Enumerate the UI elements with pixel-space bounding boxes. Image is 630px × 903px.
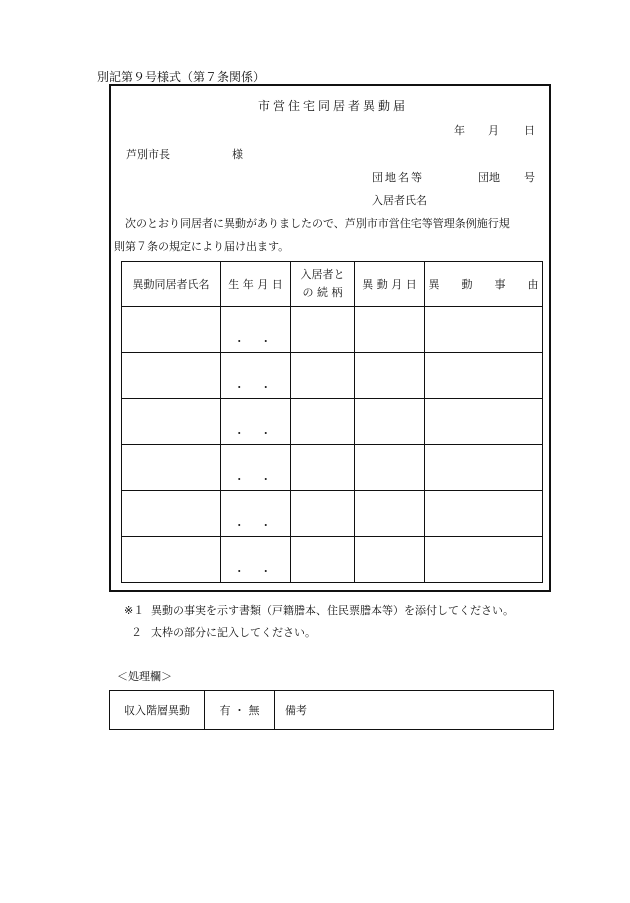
- processing-heading: ＜処理欄＞: [117, 670, 172, 683]
- dob-dots: ・ ・: [233, 564, 278, 578]
- header-change-date: 異 動 月 日: [355, 262, 425, 307]
- header-relation-line2: の 続 柄: [302, 286, 343, 299]
- table-row: [122, 445, 543, 491]
- honorific-label: 様: [232, 148, 243, 161]
- dob-cell[interactable]: [221, 537, 291, 583]
- dob-dots: ・ ・: [233, 518, 278, 532]
- dob-cell[interactable]: [221, 399, 291, 445]
- complex-name-label: 団地名等: [372, 171, 424, 184]
- date-year-label: 年: [454, 124, 465, 137]
- note-1-mark: ※１: [124, 604, 145, 617]
- mayor-label: 芦別市長: [126, 148, 170, 161]
- yes-no-field[interactable]: 有 ・ 無: [205, 691, 275, 730]
- name-cell[interactable]: [122, 307, 221, 353]
- reason-cell[interactable]: [425, 537, 543, 583]
- reason-cell[interactable]: [425, 445, 543, 491]
- dob-dots: ・ ・: [233, 472, 278, 486]
- date-day-label: 日: [524, 124, 535, 137]
- occupant-name-label: 入居者氏名: [372, 194, 427, 207]
- change-table: [121, 261, 543, 583]
- name-cell[interactable]: [122, 353, 221, 399]
- income-change-label: 収入階層異動: [110, 691, 205, 730]
- table-row: [122, 537, 543, 583]
- note-1-text: 異動の事実を示す書類（戸籍謄本、住民票謄本等）を添付してください。: [151, 604, 514, 617]
- change-date-cell[interactable]: [355, 491, 425, 537]
- name-cell[interactable]: [122, 399, 221, 445]
- table-row: [122, 307, 543, 353]
- header-reason: 異 動 事 由: [425, 262, 543, 307]
- note-2-mark: ２: [131, 626, 142, 639]
- dob-cell[interactable]: [221, 307, 291, 353]
- dob-cell[interactable]: [221, 445, 291, 491]
- relation-cell[interactable]: [291, 445, 355, 491]
- body-text-line-1: 次のとおり同居者に異動がありましたので、芦別市市営住宅等管理条例施行規: [125, 217, 510, 230]
- body-text-line-2: 則第７条の規定により届け出ます。: [114, 240, 290, 253]
- change-date-cell[interactable]: [355, 353, 425, 399]
- note-2-text: 太枠の部分に記入してください。: [151, 626, 316, 639]
- change-date-cell[interactable]: [355, 537, 425, 583]
- relation-cell[interactable]: [291, 307, 355, 353]
- change-date-cell[interactable]: [355, 445, 425, 491]
- relation-cell[interactable]: [291, 537, 355, 583]
- name-cell[interactable]: [122, 537, 221, 583]
- table-row: [122, 491, 543, 537]
- relation-cell[interactable]: [291, 353, 355, 399]
- complex-unit-label: 団地: [478, 171, 500, 184]
- change-table-header: [122, 262, 543, 307]
- change-date-cell[interactable]: [355, 399, 425, 445]
- change-date-cell[interactable]: [355, 307, 425, 353]
- relation-cell[interactable]: [291, 491, 355, 537]
- reason-cell[interactable]: [425, 353, 543, 399]
- remarks-field[interactable]: 備考: [275, 691, 554, 730]
- table-row: [122, 353, 543, 399]
- relation-cell[interactable]: [291, 399, 355, 445]
- table-row: [122, 399, 543, 445]
- processing-row: [110, 691, 554, 730]
- dob-cell[interactable]: [221, 491, 291, 537]
- header-name: 異動同居者氏名: [122, 262, 221, 307]
- dob-dots: ・ ・: [233, 380, 278, 394]
- reason-cell[interactable]: [425, 491, 543, 537]
- dob-dots: ・ ・: [233, 426, 278, 440]
- date-month-label: 月: [488, 124, 499, 137]
- form-reference: 別記第９号様式（第７条関係）: [97, 70, 266, 84]
- reason-cell[interactable]: [425, 307, 543, 353]
- number-unit-label: 号: [524, 171, 535, 184]
- header-relation: [291, 262, 355, 307]
- header-relation-line1: 入居者と: [300, 268, 345, 281]
- name-cell[interactable]: [122, 445, 221, 491]
- dob-cell[interactable]: [221, 353, 291, 399]
- header-dob: 生 年 月 日: [221, 262, 291, 307]
- processing-table: [109, 690, 554, 730]
- name-cell[interactable]: [122, 491, 221, 537]
- reason-cell[interactable]: [425, 399, 543, 445]
- form-title: 市営住宅同居者異動届: [258, 99, 409, 113]
- dob-dots: ・ ・: [233, 334, 278, 348]
